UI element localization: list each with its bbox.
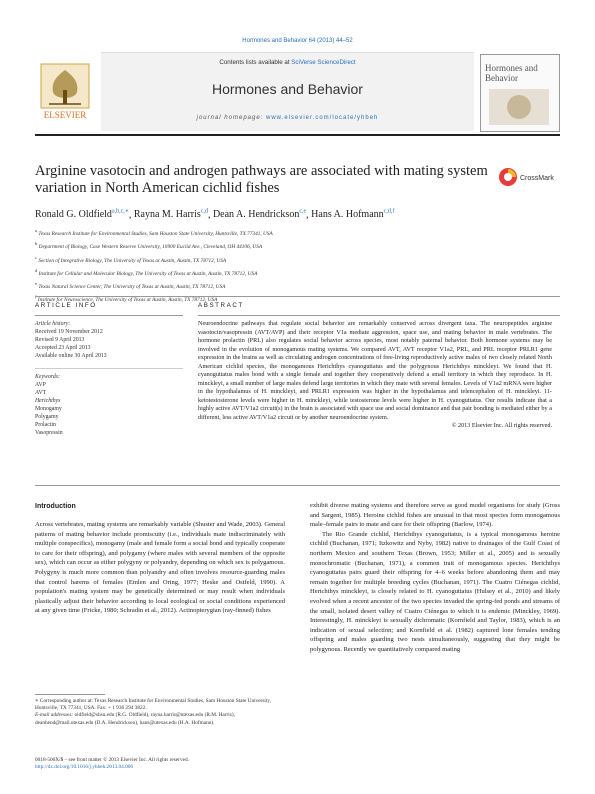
cover-title: Hormones and Behavior	[485, 63, 538, 83]
article-info-heading: ARTICLE INFO	[35, 302, 97, 309]
homepage-link[interactable]: www.elsevier.com/locate/yhbeh	[266, 115, 379, 121]
affiliation: $^b$ Department of Biology, Case Western Reserve University, 10900 Euclid Ave., Cleveland, OH 44106, USA	[35, 241, 263, 251]
abstract-text: Neuroendocrine pathways that regulate social behavior are remarkably conserved across divergent taxa. The neuropeptides arginine vasotocin/vasopressin (AVT/AVP) and their receptor V1a mediate aggression, space use, and mating behavior in male vertebrates. The hormone prolactin (PRL) also regulates social behavior across species, most notably paternal behavior. Both hormone systems may be involved in the evolution of monogamous mating systems. We compared AVT, AVT receptor V1a2, PRL, and PRL receptor PRLR1 gene expression in the brains as well as circulating androgen concentrations of free-living reproductively active males of two closely related North American cichlid species, the monogamous Herichthys cyanoguttatus and the polygynous Herichthys minckleyi. We found that H. cyanoguttatus males bond with a single female and together they cooperatively defend a small territory in which they reproduce. In H. minckleyi, a small number of large males defend large territories in which they mate with several females. Levels of V1a2 mRNA were higher in the hypothalamus of H. minckleyi, and PRLR1 expression was higher in the hypothalamus and telencephalon of H. minckleyi. 11-ketotestosterone levels were higher in H. minckleyi, while testosterone levels were higher in H. cyanoguttatus. Our results indicate that a highly active AVT/V1a2 circuit(s) in the brain is associated with space use and social dominance and that pair bonding is mediated either by a different, less active AVT/V1a2 circuit or by another neuroendocrine system.	[198, 320, 552, 421]
doi-link[interactable]: http://dx.doi.org/10.1016/j.yhbeh.2013.04.006	[35, 764, 134, 771]
author[interactable]: Hans A. Hofmann$^{c,d,f}$	[311, 209, 395, 221]
corresponding-author: ∗ Corresponding author at: Texas Research Institute for Environmental Studies, Sam Houston State University, Huntsville, TX 77341, USA. Fax: + 1 936 294 3822.	[35, 698, 271, 712]
journal-masthead	[35, 52, 560, 132]
author[interactable]: Ronald G. Oldfield$^{a,b,c,∗}$	[35, 209, 129, 221]
journal-reference[interactable]: Hormones and Behavior 64 (2013) 44–52	[242, 38, 353, 44]
author-list: Ronald G. Oldfield$^{a,b,c,∗}$, Rayna M. Harris$^{c,d}$, Dean A. Hendrickson$^{c,e}$, Hans A. Hofmann$^{c,d,f}$	[35, 209, 395, 221]
keyword: AVT	[35, 390, 47, 396]
keywords-label: Keywords:	[35, 374, 60, 380]
contents-prefix: Contents lists available at	[219, 59, 290, 66]
contents-line	[101, 59, 474, 66]
keyword: Prolactin	[35, 422, 56, 428]
homepage-prefix: journal homepage:	[196, 115, 264, 121]
author[interactable]: Dean A. Hendrickson$^{c,e}$	[212, 209, 307, 221]
sciencedirect-link[interactable]: SciVerse ScienceDirect	[291, 59, 356, 66]
footnote	[35, 698, 285, 727]
page-bottom	[35, 757, 295, 772]
intro-paragraph: exhibit diverse mating systems and therefore serve as good model organisms for study (Gross and Sargent, 1985). Heroine cichlid fishes are unusual in that most species form monogamous male–female pairs to mate and care for their offspring (Barlow, 1974).	[310, 502, 560, 529]
keyword: AVP	[35, 382, 46, 388]
article-history	[35, 320, 185, 360]
affiliation: $^f$ Institute for Neuroscience, The University of Texas at Austin, Austin, TX 78712, USA	[35, 294, 218, 304]
affiliation: $^d$ Institute for Cellular and Molecular Biology, The University of Texas at Austin, Austin, TX 78712, USA	[35, 267, 258, 277]
abstract-rule	[198, 315, 560, 316]
elsevier-logo	[35, 62, 95, 122]
intro-paragraph: The Rio Grande cichlid, Herichthys cyanoguttatus, is a typical monogamous heroine cichlid (Buchanan, 1971; Itzkowitz and Nyby, 1982) native to drainages of the Gulf Coast of northern Mexico and southern Texas (Brown, 1953; Miller et al., 2005) and is sexually monochromatic (Buchanan, 1971), a common trait of monogamous species. Herichthys cyanoguttatus pairs guard their offspring for 4–6 weeks before abandoning them and may remain together for multiple breeding cycles (Buchanan, 1971). The Cuatro Ciénegas cichlid, Herichthys minckleyi, is closely related to H. cyanoguttatus (Hulsey et al., 2010) and likely evolved when a recent ancestor of the two species invaded the spring-fed ponds and streams of the small, isolated desert valley of Cuatro Ciénegas to which it is endemic (Minckley, 1969). Interestingly, H. minckleyi is sexually dichromatic (Kornfield and Taylor, 1983), which is an indication of sexual selection; and Kornfield et al. (1982) captured lone females tending offspring and males guarding two nests simultaneously, suggesting that they might be polygynous. Recently we quantitatively compared mating	[310, 530, 560, 653]
keyword: Vasopressin	[35, 430, 63, 436]
section-rule	[35, 296, 560, 297]
masthead-rule	[35, 134, 560, 136]
keyword: Monogamy	[35, 406, 62, 412]
keyword: Polygamy	[35, 414, 59, 420]
email-addresses[interactable]: oldfield@shsu.edu (R.G. Oldfield), rayna.harris@utexas.edu (R.M. Harris), deanhend@mail.utexas.edu (D.A. Hendrickson), hans@utexas.edu (H.A. Hofmann).	[35, 712, 235, 726]
history-label: Article history:	[35, 321, 71, 327]
issn-line: 0018-506X/$ – see front matter © 2013 Elsevier Inc. All rights reserved.	[35, 757, 189, 763]
history-item: Received 19 November 2012	[35, 329, 103, 335]
email-label: E-mail addresses:	[35, 712, 74, 719]
info-divider	[35, 368, 183, 369]
journal-title: Hormones and Behavior	[212, 81, 363, 97]
crossmark-label: CrossMark	[520, 175, 554, 182]
keywords	[35, 373, 185, 437]
affiliation: $^e$ Texas Natural Science Center, The University of Texas at Austin, Austin, TX 78712, USA	[35, 281, 226, 290]
keyword: Herichthys	[35, 398, 61, 404]
author[interactable]: Rayna M. Harris$^{c,d}$	[133, 209, 208, 221]
journal-cover-thumbnail	[480, 54, 560, 132]
section-rule-bottom	[35, 485, 560, 486]
article-title: Arginine vasotocin and androgen pathways are associated with mating system variation in North American cichlid fishes	[35, 163, 488, 196]
info-rule	[35, 315, 183, 316]
history-item: Revised 9 April 2013	[35, 337, 85, 343]
introduction-heading: Introduction	[35, 503, 76, 510]
affiliations	[35, 226, 560, 306]
affiliation: $^c$ Section of Integrative Biology, The University of Texas at Austin, Austin, TX 78712, USA	[35, 254, 227, 264]
history-item: Accepted 23 April 2013	[35, 345, 91, 351]
abstract-copyright: © 2013 Elsevier Inc. All rights reserved.	[451, 422, 552, 429]
journal-homepage	[101, 115, 474, 121]
affiliation: $^a$ Texas Research Institute for Environmental Studies, Sam Houston State University, Huntsville, TX 77341, USA	[35, 228, 273, 237]
abstract-heading: ABSTRACT	[198, 302, 244, 309]
intro-left-column: Across vertebrates, mating systems are remarkably variable (Shuster and Wade, 2003). General patterns of mating behavior include promiscuity (i.e., individuals mate indiscriminately with multiple conspecifics), monogamy (male and female form a social bond and typically cooperate to care for their offspring), and polygamy (where males with several members of the opposite sex), which can occur as either polygyny or polyandry, depending on which sex is polygamous. Polygyny is much more common than polyandry and often involves resource-guarding males that control harems of females (Emlen and Oring, 1977; Heske and Ostfeld, 1990). A population's mating system may be genetically determined or may result when individuals plastically adjust their behavior according to local ecological or social conditions experienced at any given time (Fricke, 1980; Schradin et al., 2012). Actinopterygian (ray-finned) fishes	[35, 521, 285, 615]
journal-header	[101, 52, 474, 131]
abstract-body	[198, 320, 552, 431]
footnote-rule	[35, 694, 105, 695]
intro-right-column	[310, 501, 560, 655]
publisher-name: ELSEVIER	[43, 110, 87, 120]
history-item: Available online 30 April 2013	[35, 353, 107, 359]
crossmark-badge[interactable]	[497, 166, 559, 188]
